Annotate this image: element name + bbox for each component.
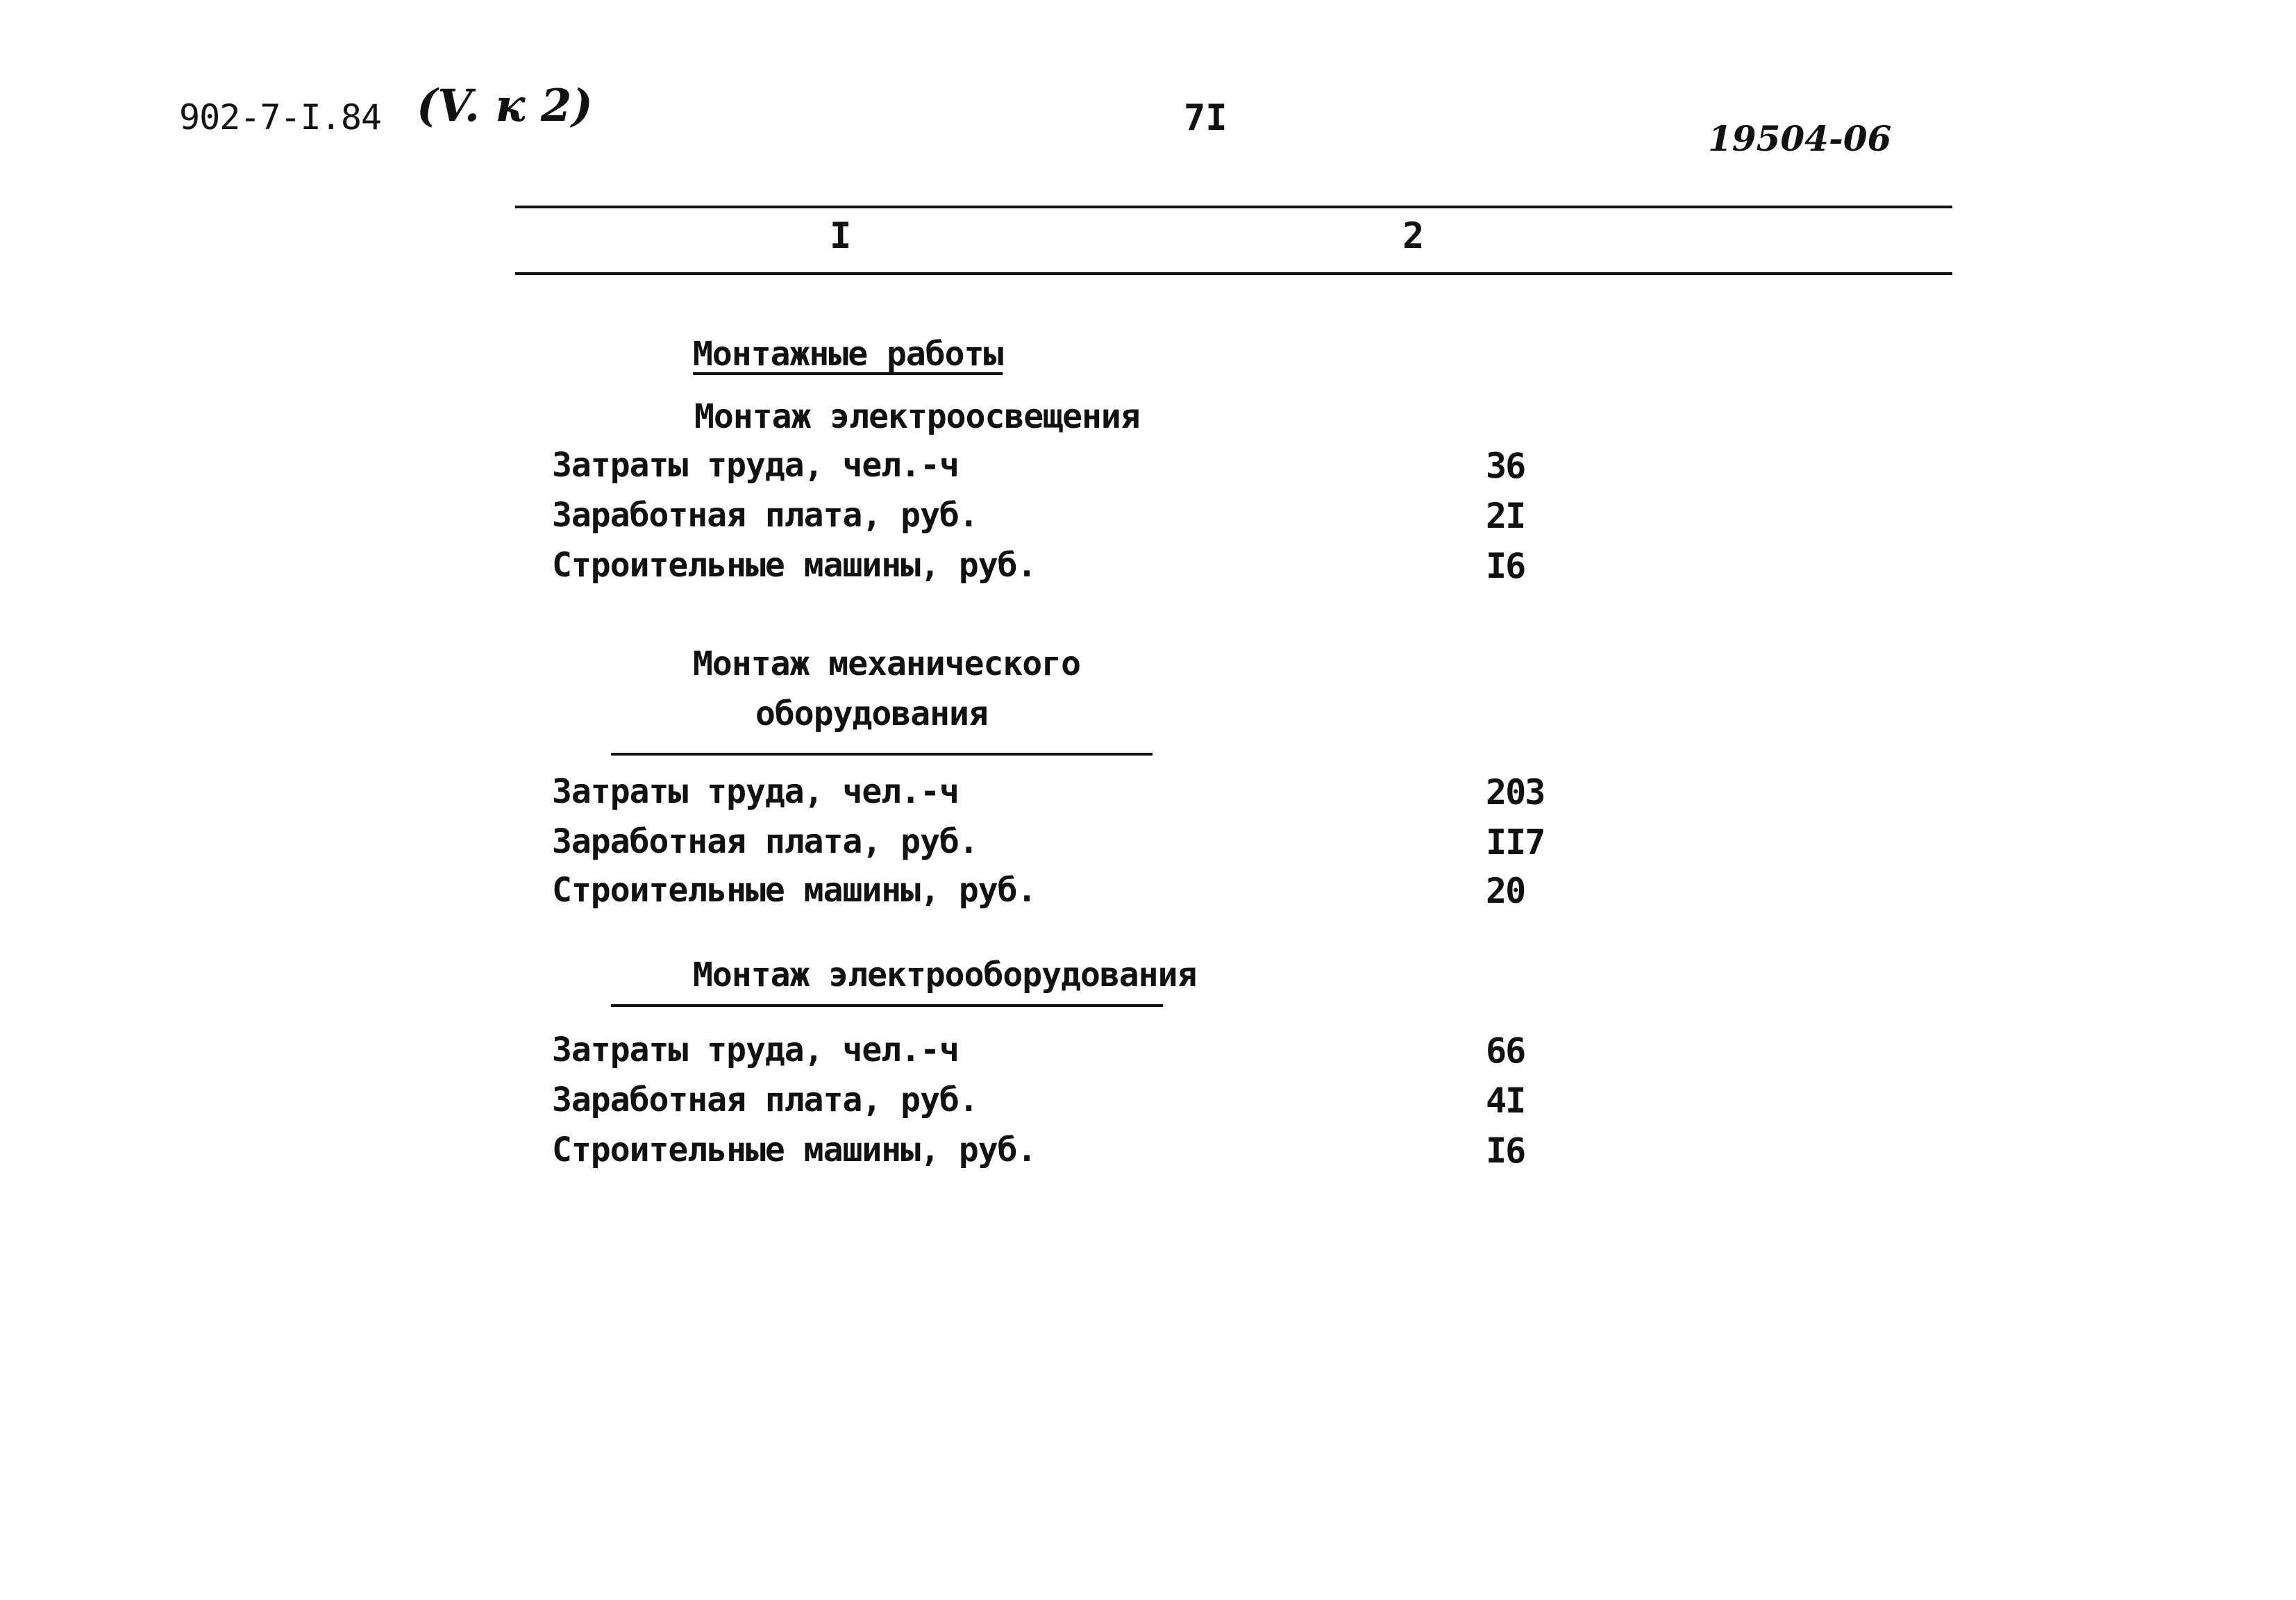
- table-header-bottom-rule: [515, 272, 1952, 275]
- row-label: Заработная плата, руб.: [552, 496, 978, 535]
- group-title-electric-lighting: Монтаж электроосвещения: [694, 397, 1140, 436]
- column-1-number: I: [830, 215, 852, 257]
- row-label: Затраты труда, чел.-ч: [552, 446, 959, 485]
- handwritten-note: (V. к 2): [417, 80, 593, 132]
- row-label: Заработная плата, руб.: [552, 822, 978, 861]
- table-top-rule: [515, 206, 1952, 208]
- row-value: 66: [1486, 1031, 1525, 1071]
- row-label: Заработная плата, руб.: [552, 1081, 978, 1119]
- row-value: 4I: [1486, 1081, 1525, 1121]
- row-label: Строительные машины, руб.: [552, 871, 1037, 910]
- row-value: 20: [1486, 871, 1525, 911]
- row-value: I6: [1486, 546, 1525, 586]
- row-label: Строительные машины, руб.: [552, 1131, 1037, 1169]
- group-separator-rule: [611, 1004, 1163, 1007]
- group-title-electrical-equipment: Монтаж электрооборудования: [693, 956, 1197, 994]
- document-code: 902-7-I.84: [179, 97, 382, 138]
- column-2-number: 2: [1402, 215, 1425, 257]
- row-value: II7: [1486, 822, 1545, 862]
- row-label: Затраты труда, чел.-ч: [552, 772, 959, 811]
- group-title-mechanical-line1: Монтаж механического: [693, 644, 1080, 683]
- page-number: 7I: [1184, 97, 1227, 139]
- row-label: Затраты труда, чел.-ч: [552, 1031, 959, 1069]
- group-title-mechanical-line2: оборудования: [755, 694, 988, 733]
- group-separator-rule: [611, 753, 1153, 756]
- row-value: 2I: [1486, 496, 1525, 536]
- row-value: 36: [1486, 446, 1525, 486]
- row-value: I6: [1486, 1131, 1525, 1171]
- section-title: Монтажные работы: [693, 335, 1003, 374]
- inventory-number: 19504-06: [1708, 118, 1892, 159]
- row-label: Строительные машины, руб.: [552, 546, 1037, 585]
- row-value: 203: [1486, 772, 1545, 812]
